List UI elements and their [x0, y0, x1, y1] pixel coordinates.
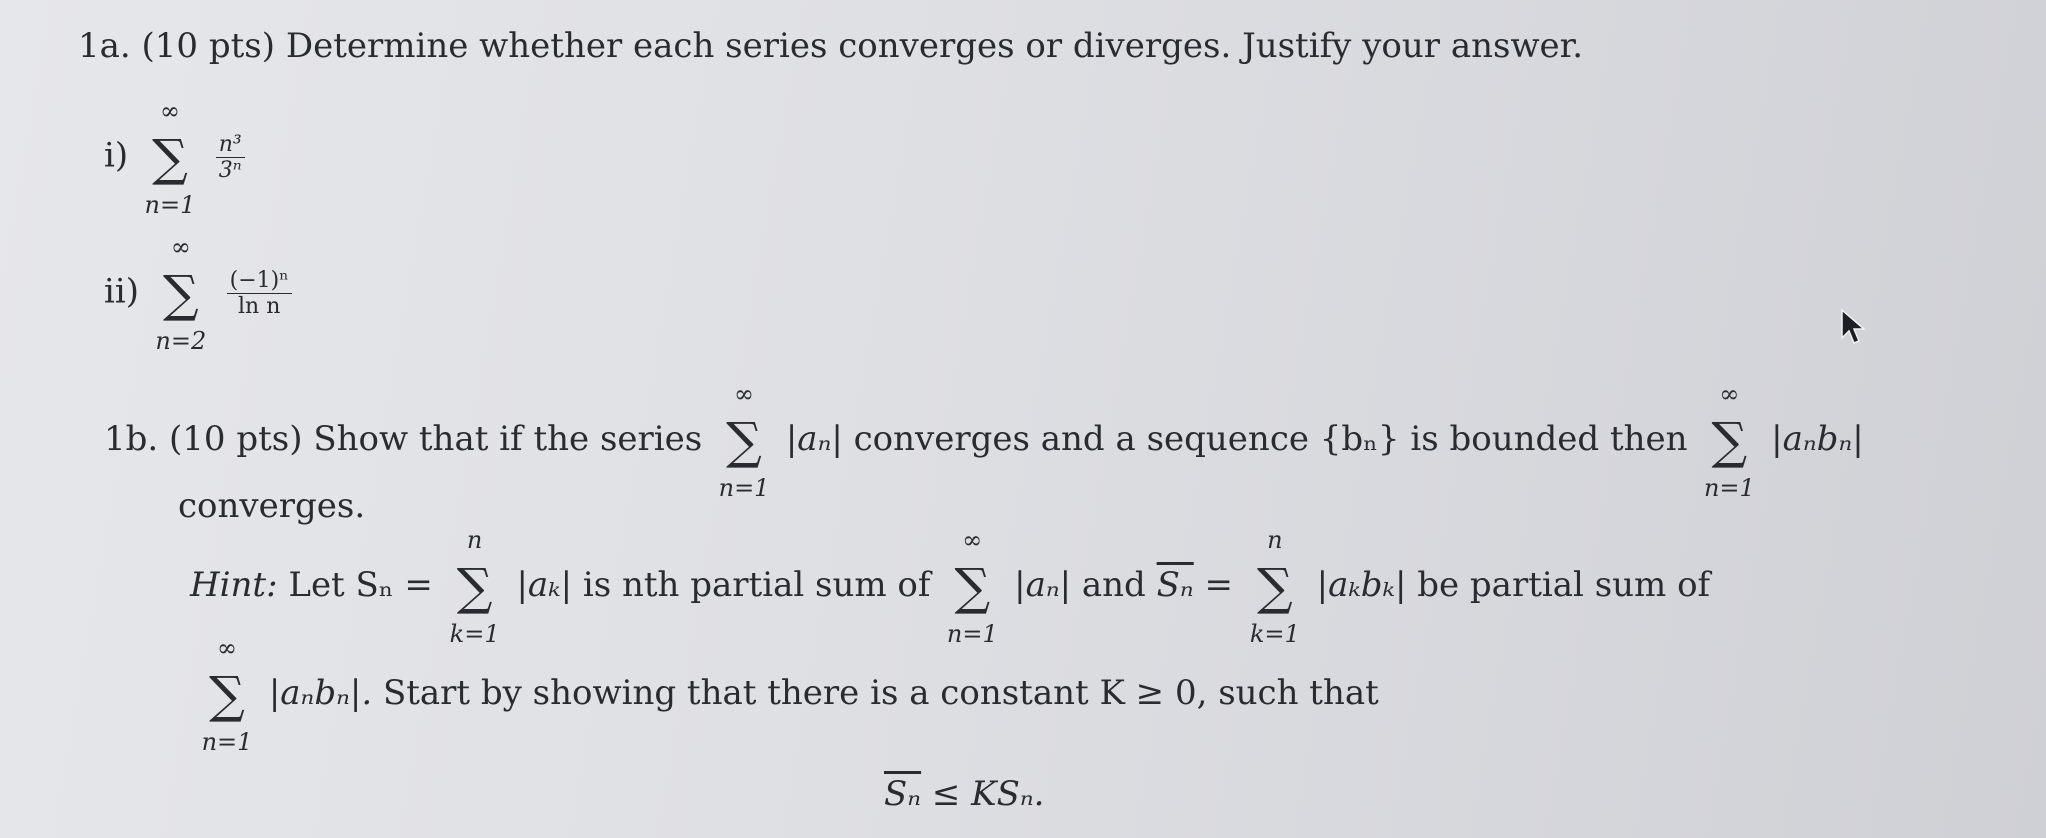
- sigma-icon: ∑: [726, 412, 762, 470]
- hint: [190, 526, 1711, 648]
- s-bar: $\overline{S_n}$: [884, 774, 922, 814]
- part-ii: [104, 232, 292, 355]
- s-bar: $\overline{S_n}$: [1156, 565, 1194, 605]
- summation: [1248, 526, 1302, 648]
- sum-upper-limit: ∞: [962, 526, 983, 554]
- question-1b-text-b: converges and a sequence {bₙ} is bounded then: [853, 419, 1688, 459]
- summation: [143, 96, 197, 219]
- question-1a-label: 1a.: [78, 26, 131, 66]
- final-inequality: [884, 774, 1044, 814]
- numerator: (−1)ⁿ: [227, 268, 292, 294]
- hint-text: be partial sum of: [1417, 565, 1711, 605]
- question-1b-label: 1b.: [104, 419, 159, 459]
- summation: [448, 526, 502, 648]
- fraction: [216, 132, 245, 183]
- summation: [717, 380, 771, 502]
- question-1b-text-c: converges.: [178, 486, 366, 526]
- sum-lower-limit: k=1: [1249, 620, 1300, 648]
- summation: [1702, 380, 1756, 502]
- sum-upper-limit: ∞: [170, 232, 191, 261]
- summation: [945, 526, 999, 648]
- summation: [200, 634, 254, 756]
- hint-text: is nth partial sum of: [582, 565, 931, 605]
- sigma-icon: ∑: [1256, 558, 1293, 616]
- term: |aₙ|: [785, 419, 843, 459]
- sum-upper-limit: ∞: [159, 96, 180, 125]
- sum-lower-limit: n=1: [144, 190, 196, 219]
- term: |aₙ|: [1014, 565, 1072, 605]
- hint-text: and: [1081, 565, 1146, 605]
- question-1b-continued: [178, 486, 365, 526]
- numerator: n³: [216, 132, 245, 158]
- denominator: ln n: [238, 294, 281, 319]
- hint-label: Hint:: [190, 565, 278, 605]
- term: |aₖbₖ|: [1316, 565, 1407, 605]
- sum-lower-limit: n=1: [718, 474, 770, 502]
- sum-upper-limit: ∞: [1719, 380, 1740, 408]
- part-i-label: i): [104, 135, 129, 176]
- sigma-icon: ∑: [209, 666, 245, 724]
- sigma-icon: ∑: [1711, 412, 1748, 470]
- sigma-icon: ∑: [162, 264, 199, 323]
- term: |aₖ|: [516, 565, 573, 605]
- sigma-icon: ∑: [954, 558, 991, 616]
- sum-lower-limit: n=1: [201, 728, 253, 756]
- sum-lower-limit: k=1: [449, 620, 500, 648]
- equals: =: [1204, 565, 1234, 605]
- sum-upper-limit: ∞: [734, 380, 755, 408]
- sum-upper-limit: ∞: [217, 634, 237, 662]
- sigma-icon: ∑: [456, 558, 493, 616]
- sum-lower-limit: n=1: [946, 620, 998, 648]
- sum-lower-limit: n=1: [1703, 474, 1755, 502]
- question-1a: [78, 26, 1583, 66]
- question-1b-text-a: (10 pts) Show that if the series: [169, 419, 703, 459]
- sigma-icon: ∑: [152, 128, 188, 187]
- hint-let: Let Sₙ =: [288, 565, 433, 605]
- part-ii-label: ii): [104, 271, 140, 312]
- question-1b: [104, 380, 1864, 502]
- sum-upper-limit: n: [1267, 526, 1283, 554]
- question-1a-text: (10 pts) Determine whether each series converges or diverges. Justify your answer.: [141, 26, 1583, 66]
- sum-lower-limit: n=2: [155, 326, 207, 355]
- fraction: [227, 268, 292, 319]
- part-i: [104, 96, 245, 219]
- hint-text: Start by showing that there is a constant K ≥ 0, such that: [382, 673, 1379, 713]
- sum-upper-limit: n: [466, 526, 483, 554]
- inequality-rest: ≤ KSₙ.: [921, 774, 1045, 814]
- term: |aₙbₙ|: [1771, 419, 1864, 459]
- denominator: 3ⁿ: [218, 158, 242, 183]
- summation: [154, 232, 208, 355]
- term: |aₙbₙ|.: [268, 673, 373, 713]
